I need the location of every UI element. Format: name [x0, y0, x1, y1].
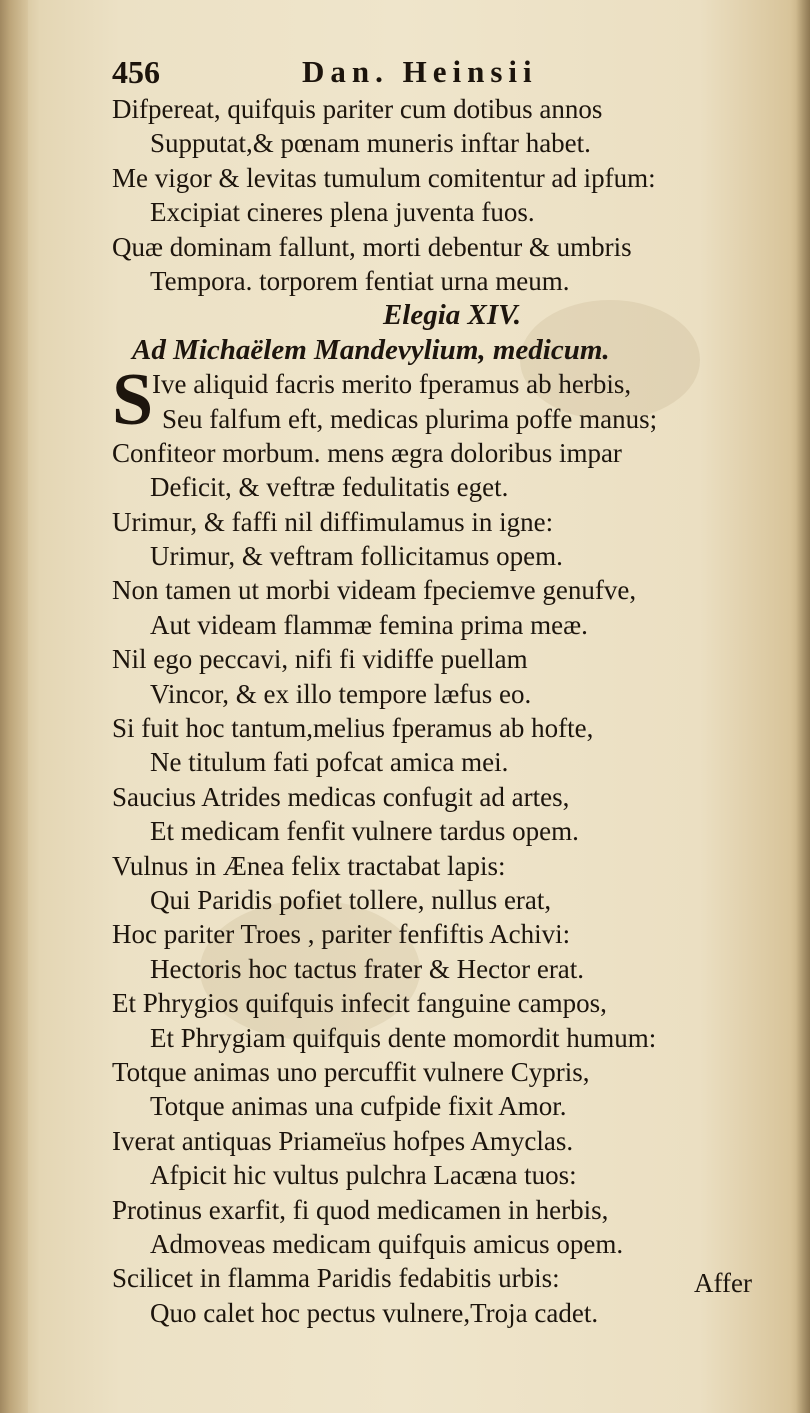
- verse-line: Quæ dominam fallunt, morti debentur & umbris: [112, 231, 632, 262]
- verse-line: Afpicit hic vultus pulchra Lacæna tuos:: [150, 1160, 577, 1191]
- verse-line: Et Phrygiam quifquis dente momordit humum:: [150, 1022, 657, 1053]
- verse-line: Nil ego peccavi, nifi fi vidiffe puellam: [112, 644, 528, 675]
- text-block-preceding-elegy: [112, 92, 782, 298]
- verse-line: Tempora. torporem fentiat urna meum.: [150, 265, 570, 296]
- drop-cap: S: [112, 359, 154, 442]
- verse-line: Quo calet hoc pectus vulnere,Troja cadet.: [150, 1297, 599, 1328]
- verse-line: Difpereat, quifquis pariter cum dotibus annos: [112, 94, 603, 124]
- verse-line: Ive aliquid facris merito fperamus ab herbis,: [152, 369, 632, 400]
- verse-line: Seu falfum eft, medicas plurima poffe manus;: [162, 403, 658, 434]
- verse-line: Iverat antiquas Priameïus hofpes Amyclas.: [112, 1125, 574, 1156]
- verse-line: Supputat,& pœnam muneris inftar habet.: [150, 128, 591, 159]
- verse-line: Urimur, & faffi nil diffimulamus in igne:: [112, 506, 554, 537]
- verse-line: Scilicet in flamma Paridis fedabitis urbis:: [112, 1263, 560, 1294]
- book-spine-shadow: [0, 0, 28, 1413]
- page-header: [112, 52, 732, 96]
- elegy-body: [112, 436, 782, 1330]
- page-number: 456: [112, 54, 160, 90]
- verse-line: Si fuit hoc tantum,melius fperamus ab hofte,: [112, 713, 594, 744]
- verse-line: Admoveas medicam quifquis amicus opem.: [150, 1228, 624, 1259]
- verse-line: Ne titulum fati pofcat amica mei.: [150, 747, 509, 778]
- opening-couplet: [112, 359, 782, 442]
- elegy-subtitle: Ad Michaëlem Mandevylium, medicum.: [132, 333, 610, 366]
- verse-line: Hoc pariter Troes , pariter fenfiftis Achivi:: [112, 919, 571, 950]
- verse-line: Saucius Atrides medicas confugit ad artes,: [112, 781, 570, 812]
- verse-line: Hectoris hoc tactus frater & Hector erat.: [150, 953, 585, 984]
- verse-line: Me vigor & levitas tumulum comitentur ad ipfum:: [112, 162, 656, 193]
- verse-line: Et Phrygios quifquis infecit fanguine campos,: [112, 988, 607, 1019]
- verse-line: Vulnus in Ænea felix tractabat lapis:: [112, 850, 506, 881]
- verse-line: Et medicam fenfit vulnere tardus opem.: [150, 816, 579, 847]
- verse-line: Totque animas una cufpide fixit Amor.: [150, 1091, 567, 1122]
- verse-line: Urimur, & veftram follicitamus opem.: [150, 541, 563, 572]
- verse-line: Deficit, & veftræ fedulitatis eget.: [150, 472, 509, 503]
- elegy-title: Elegia XIV.: [382, 299, 522, 332]
- verse-line: Excipiat cineres plena juventa fuos.: [150, 197, 535, 228]
- verse-line: Confiteor morbum. mens ægra doloribus impar: [112, 437, 622, 468]
- verse-line: Totque animas uno percuffit vulnere Cypris,: [112, 1056, 590, 1087]
- verse-line: Non tamen ut morbi videam fpeciemve genufve,: [112, 575, 637, 606]
- verse-line: Protinus exarfit, fi quod medicamen in herbis,: [112, 1194, 609, 1225]
- page-text: [112, 92, 782, 1330]
- verse-line: Aut videam flammæ femina prima meæ.: [150, 609, 588, 640]
- running-head: Dan. Heinsii: [302, 54, 538, 89]
- verse-line: Qui Paridis pofiet tollere, nullus erat,: [150, 884, 552, 915]
- verse-line: Vincor, & ex illo tempore læfus eo.: [150, 678, 532, 709]
- page-edge-shadow: [796, 0, 810, 1413]
- catchword: Affer: [694, 1268, 752, 1298]
